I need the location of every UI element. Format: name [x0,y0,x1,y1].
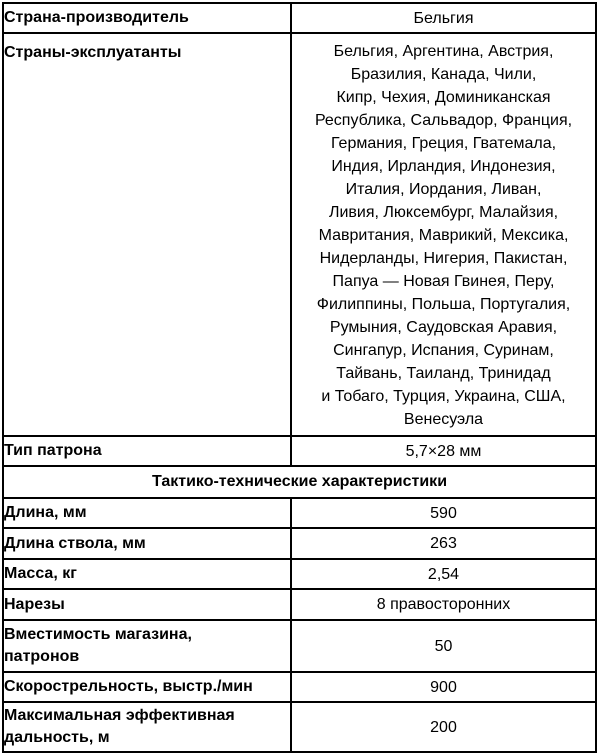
range-label-line: Максимальная эффективная [4,707,235,724]
operators-line: Румыния, Саудовская Аравия, [329,319,558,336]
table-row-manufacturer [3,3,596,33]
table-row-cartridge [3,436,596,466]
section-title: Тактико-технические характеристики [3,466,596,498]
manufacturer-label: Страна-производитель [3,3,291,33]
operators-line: Индия, Ирландия, Индонезия, [331,158,556,175]
operators-line: Кипр, Чехия, Доминиканская [336,89,551,106]
specifications-table [2,2,597,753]
operators-line: Ливия, Люксембург, Малайзия, [328,204,559,221]
operators-label: Страны-эксплуатанты [3,33,291,436]
table-row-length [3,498,596,528]
operators-line: Италия, Иордания, Ливан, [345,181,542,198]
table-row-operators [3,33,596,436]
operators-line: Германия, Греция, Гватемала, [330,135,557,152]
table-row-range [3,702,596,752]
table-row-rifling [3,589,596,620]
magazine-value: 50 [291,620,596,672]
barrel-value: 263 [291,528,596,559]
operators-line: и Тобаго, Турция, Украина, США, [321,388,566,405]
rate-label: Скорострельность, выстр./мин [3,672,291,702]
operators-line: Папуа — Новая Гвинея, Перу, [332,273,555,290]
magazine-label-line: патронов [4,648,80,665]
mass-value: 2,54 [291,559,596,589]
magazine-label-line: Вместимость магазина, [4,626,192,643]
length-value: 590 [291,498,596,528]
operators-value [291,33,596,436]
cartridge-value: 5,7×28 мм [291,436,596,466]
operators-line: Тайвань, Таиланд, Тринидад [336,365,551,382]
operators-line: Сингапур, Испания, Суринам, [333,342,554,359]
cartridge-label: Тип патрона [3,436,291,466]
operators-line: Венесуэла [403,411,484,428]
length-label: Длина, мм [3,498,291,528]
rate-value: 900 [291,672,596,702]
table-row-mass [3,559,596,589]
operators-line: Филиппины, Польша, Португалия, [316,296,571,313]
table-row-rate [3,672,596,702]
range-label [3,702,291,752]
mass-label: Масса, кг [3,559,291,589]
operators-line: Бразилия, Канада, Чили, [350,66,537,83]
table-row-magazine [3,620,596,672]
range-value: 200 [291,702,596,752]
barrel-label: Длина ствола, мм [3,528,291,559]
manufacturer-value: Бельгия [291,3,596,33]
range-label-line: дальность, м [4,729,110,746]
table-row-barrel [3,528,596,559]
rifling-value: 8 правосторонних [291,589,596,620]
operators-line: Мавритания, Маврикий, Мексика, [318,227,569,244]
operators-line: Нидерланды, Нигерия, Пакистан, [319,250,568,267]
table-row-section [3,466,596,498]
operators-line: Бельгия, Аргентина, Австрия, [333,43,554,60]
operators-line: Республика, Сальвадор, Франция, [314,112,573,129]
magazine-label [3,620,291,672]
rifling-label: Нарезы [3,589,291,620]
